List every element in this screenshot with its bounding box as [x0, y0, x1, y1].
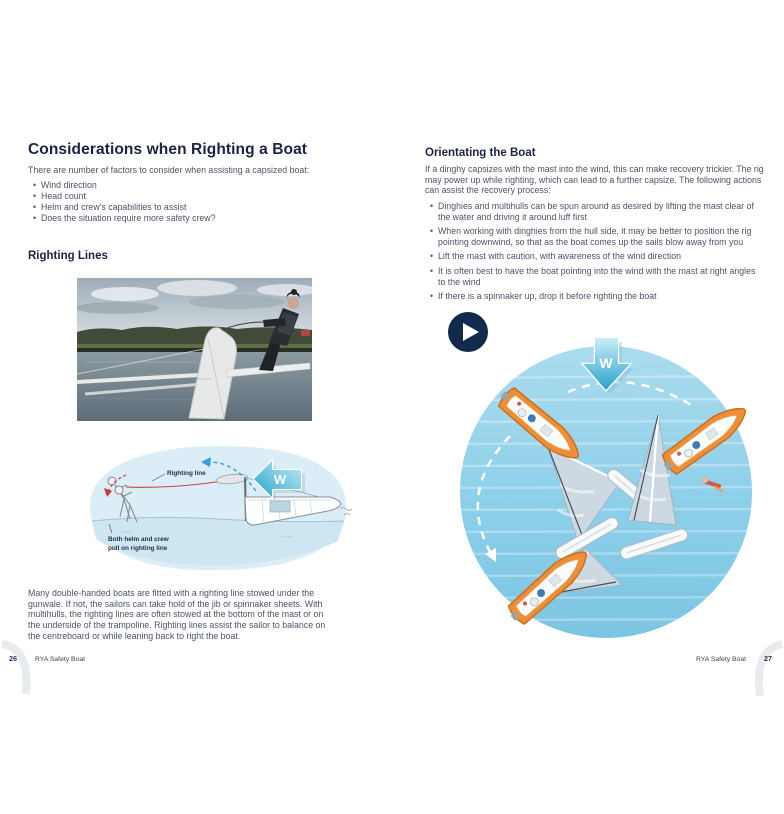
- orientation-diagram: [440, 330, 770, 640]
- considerations-list: [32, 180, 368, 224]
- intro-paragraph: If a dinghy capsizes with the mast into the wind, this can make recovery trickier. The rig may power up while righting, which can lead to a further capsize. The following actions can assist the recovery process:: [425, 164, 764, 196]
- right-page: [425, 147, 765, 305]
- capsize-photo: [77, 278, 312, 421]
- wind-letter: W: [599, 355, 613, 371]
- page-title: Orientating the Boat: [425, 147, 536, 159]
- corner-decoration-right: [744, 636, 784, 698]
- section-heading: Righting Lines: [28, 250, 108, 263]
- list-item: • Head count: [32, 191, 368, 202]
- list-item: • Helm and crew's capabilities to assist: [32, 202, 368, 213]
- right-footer: [696, 654, 772, 663]
- left-page: [28, 141, 368, 262]
- page-number: 27: [764, 654, 772, 663]
- list-item: • It is often best to have the boat pointing into the wind with the mast at right angles to the wind: [429, 266, 765, 288]
- wind-letter: W: [273, 472, 287, 487]
- righting-lines-paragraph: Many double-handed boats are fitted with a righting line stowed under the gunwale. If not, the sailors can take hold of the jib or spinnaker sheets. With multihulls, the righting lines are often stowed at the bottom of the mast or on the underside of the trampoline. Righting lines assist the sailor to balance on the centreboard or while leaning back to right the boat.: [28, 588, 326, 641]
- list-item: • Does the situation require more safety crew?: [32, 213, 368, 224]
- helm-crew-label-line1: Both helm and crew: [108, 536, 169, 543]
- list-item: • Lift the mast with caution, with awareness of the wind direction: [429, 251, 765, 262]
- recovery-actions-list: [429, 201, 765, 302]
- list-item: • If there is a spinnaker up, drop it before righting the boat: [429, 291, 765, 302]
- page-number: 26: [9, 654, 17, 663]
- footer-book-title: RYA Safety Boat: [695, 656, 746, 663]
- list-item: • When working with dinghies from the hull side, it may be better to position the rig pointing downwind, so that as the boat comes up the sails blow away from you: [429, 226, 765, 248]
- left-footer: [9, 654, 85, 663]
- righting-line-diagram: [82, 437, 354, 577]
- corner-decoration-left: [0, 636, 40, 696]
- page-title: Considerations when Righting a Boat: [28, 141, 308, 158]
- list-item: • Dinghies and multihulls can be spun around as desired by lifting the mast clear of the water and driving it around luff first: [429, 201, 765, 223]
- footer-book-title: RYA Safety Boat: [35, 656, 86, 663]
- intro-paragraph: There are number of factors to consider when assisting a capsized boat:: [28, 165, 310, 175]
- helm-crew-label-line2: pull on righting line: [108, 545, 168, 552]
- righting-line-label: Righting line: [167, 470, 206, 477]
- list-item: • Wind direction: [32, 180, 368, 191]
